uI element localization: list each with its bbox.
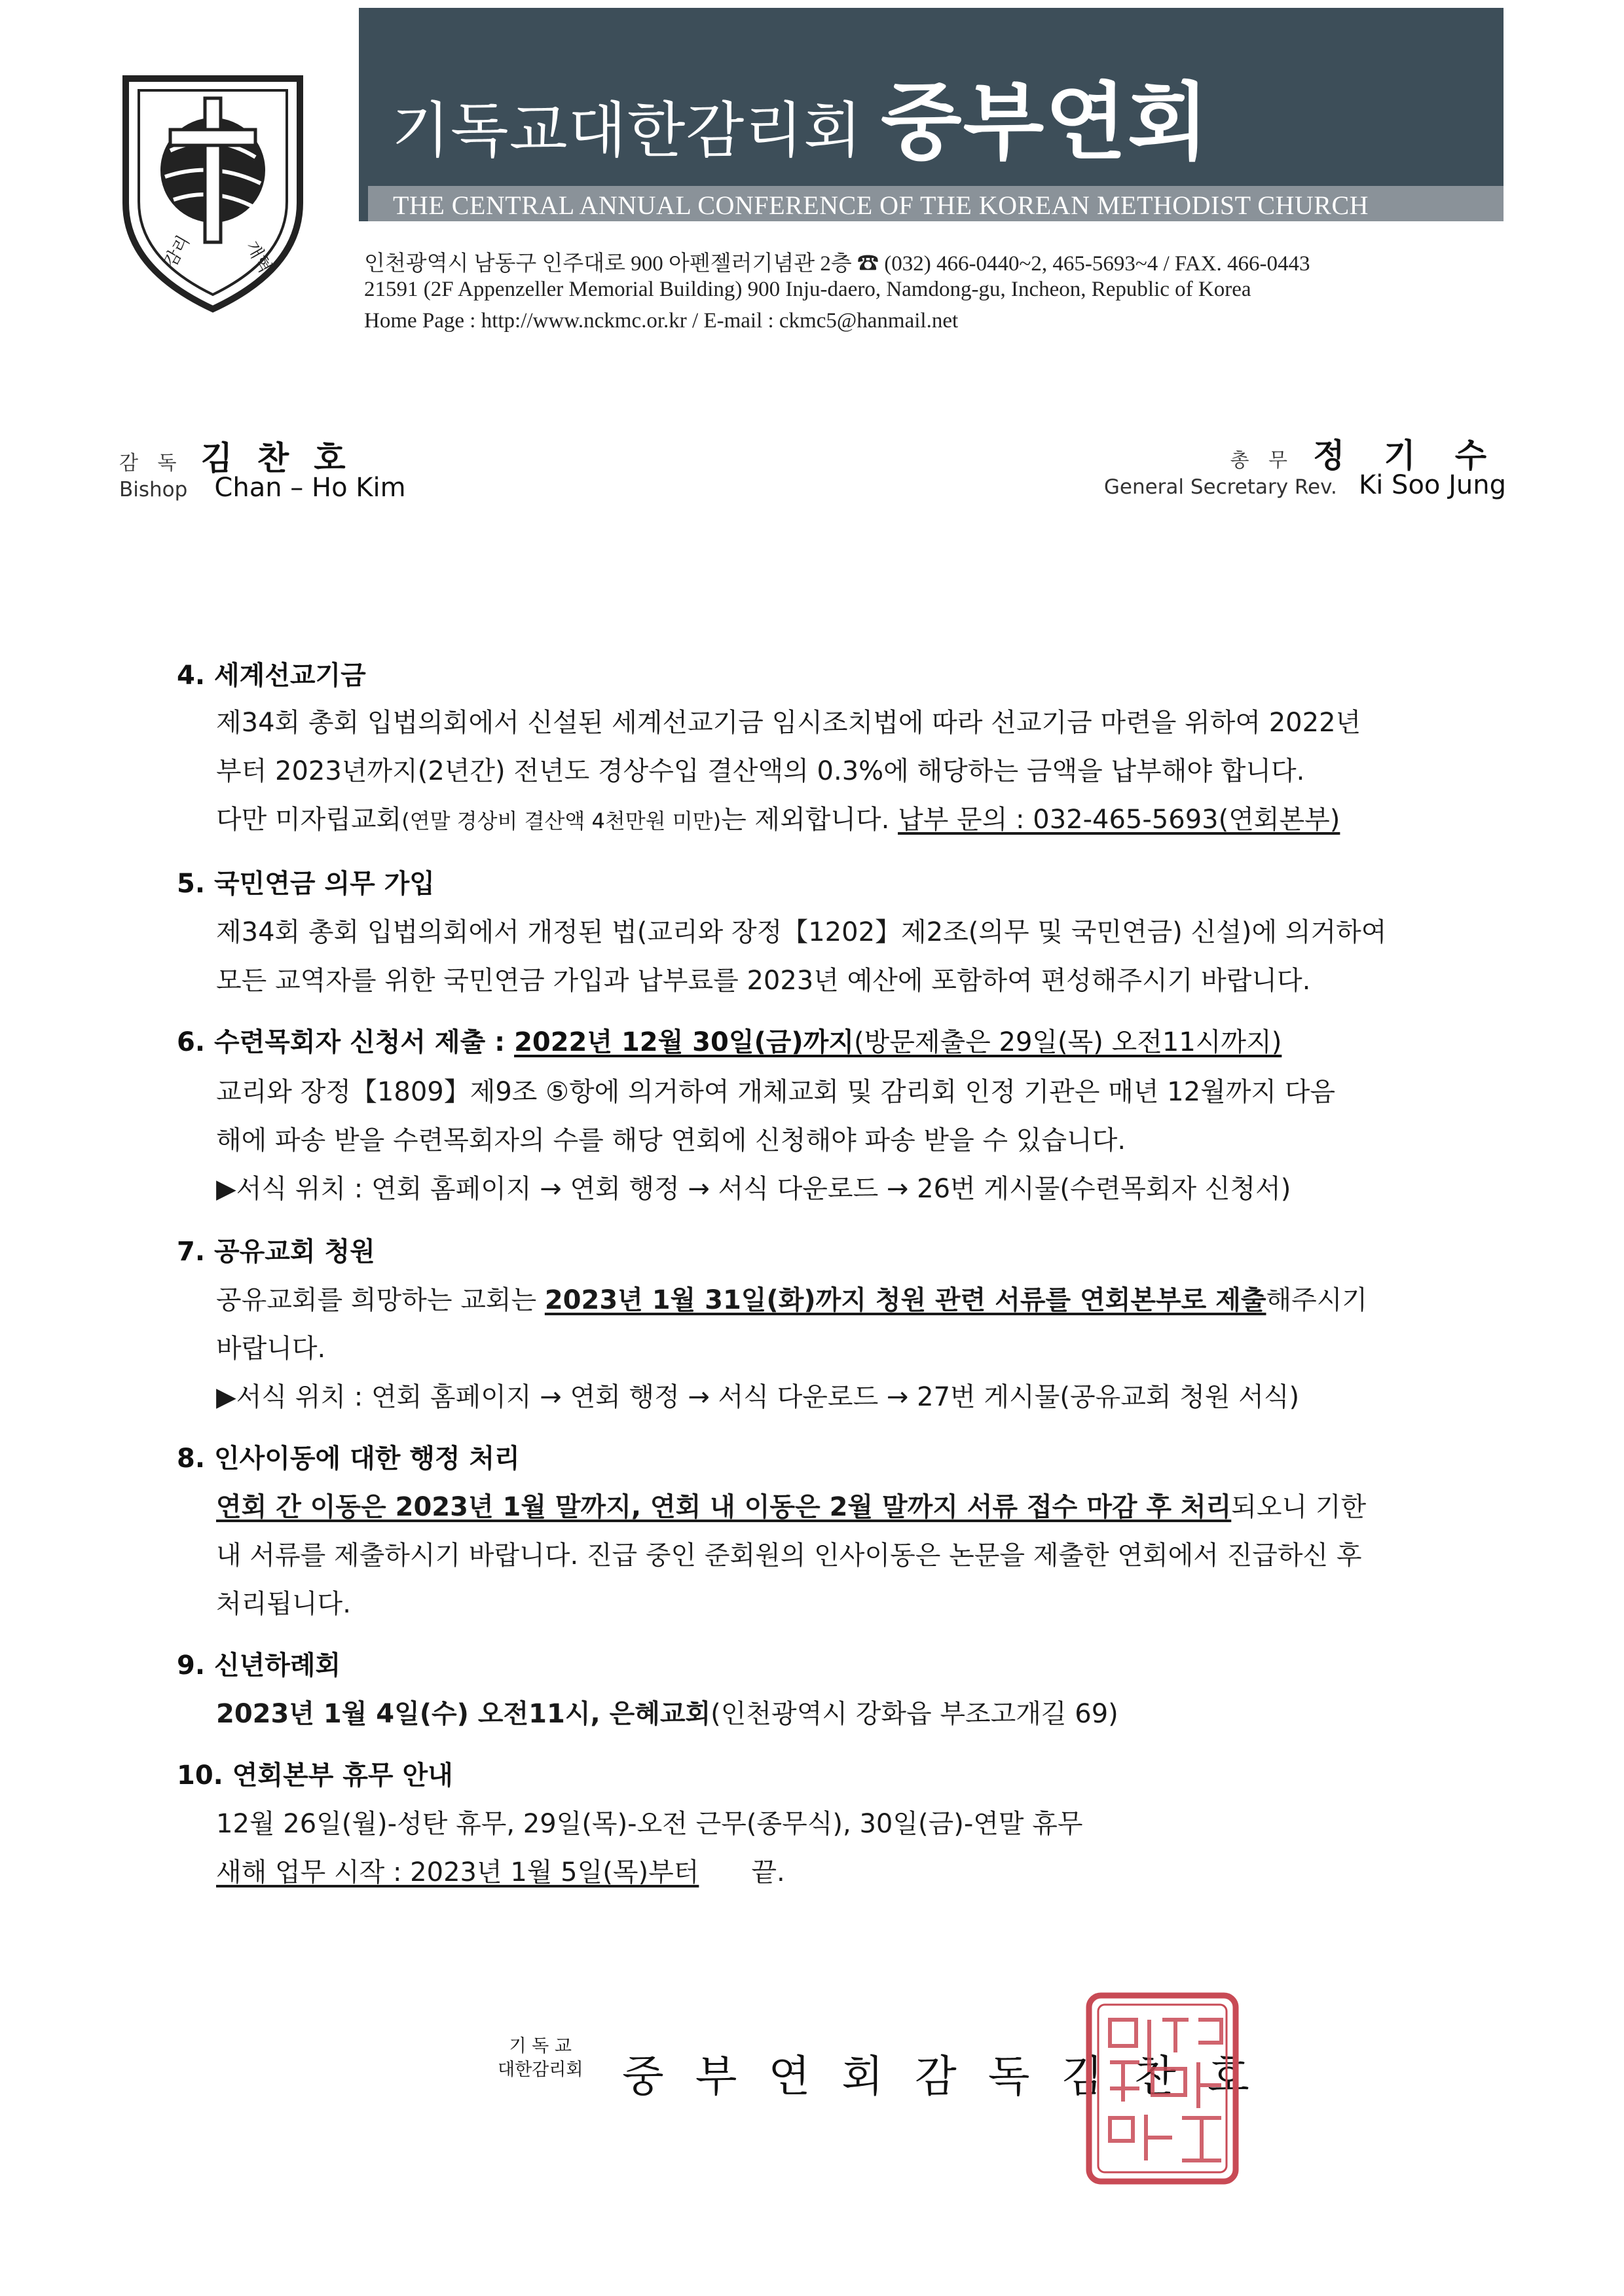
section-6-line-1: 교리와 장정【1809】제9조 ⑤항에 의거하여 개체교회 및 감리회 인정 기관은 매년 12월까지 다음 [216, 1077, 1335, 1107]
section-8-line-2: 내 서류를 제출하시기 바랍니다. 진급 중인 준회원의 인사이동은 논문을 제출한 연회에서 진급하신 후 [216, 1540, 1362, 1571]
section-7-form-location: ▶서식 위치 : 연회 홈페이지 → 연회 행정 → 서식 다운로드 → 27번 게시물(공유교회 청원 서식) [216, 1382, 1300, 1412]
s9-venue: (인천광역시 강화읍 부조고개길 69) [710, 1699, 1118, 1729]
section-8-line-1 [216, 1486, 1366, 1523]
s8-deadline: 연회 간 이동은 2023년 1월 말까지, 연회 내 이동은 2월 말까지 서류 접수 마감 후 처리 [216, 1492, 1232, 1522]
footer-church-label [498, 2035, 583, 2082]
secretary-role-en: General Secretary Rev. [1103, 475, 1337, 499]
section-6-form-location: ▶서식 위치 : 연회 홈페이지 → 연회 행정 → 서식 다운로드 → 26번 게시물(수련목회자 신청서) [216, 1174, 1291, 1204]
secretary-role: 총 무 [1230, 449, 1294, 472]
section-10-line-2 [216, 1851, 785, 1889]
contact-info: Home Page : http://www.nckmc.or.kr / E-mail : ckmc5@hanmail.net [364, 309, 959, 333]
bishop-role-en: Bishop [119, 478, 188, 501]
section-7-line-1 [216, 1279, 1367, 1317]
footer-small-l1: 기 독 교 [509, 2036, 572, 2056]
s7-deadline: 2023년 1월 31일(화)까지 청원 관련 서류를 연회본부로 제출 [544, 1285, 1266, 1315]
address-english: 21591 (2F Appenzeller Memorial Building) 900 Inju-daero, Namdong-gu, Incheon, Republic of Korea [364, 278, 1251, 301]
s6-title-text: 6. 수련목회자 신청서 제출 : [177, 1027, 515, 1057]
section-9-line-1 [216, 1693, 1118, 1730]
footer-signature: 중부연회감독김찬호 [622, 2051, 1281, 2102]
logo-text-left: 감리 [160, 232, 194, 271]
section-8-title: 8. 인사이동에 대한 행정 처리 [177, 1444, 520, 1474]
section-6-title [177, 1021, 1282, 1059]
s9-event-time: 2023년 1월 4일(수) 오전11시, 은혜교회 [216, 1699, 711, 1729]
bishop-name-ko: 김찬호 [200, 439, 371, 477]
conference-logo [118, 72, 308, 314]
s10-work-start: 새해 업무 시작 : 2023년 1월 5일(목)부터 [216, 1857, 699, 1887]
header-banner [359, 8, 1504, 221]
end-mark: 끝. [751, 1857, 785, 1887]
s7-l1-c: 해주시기 [1266, 1285, 1368, 1315]
secretary-name-ko: 정기수 [1313, 437, 1526, 475]
official-seal-icon [1084, 1990, 1241, 2187]
title-conference: 중부연회 [880, 74, 1210, 172]
title-church: 기독교대한감리회 [392, 96, 862, 166]
section-10-line-1: 12월 26일(월)-성탄 휴무, 29일(목)-오전 근무(종무식), 30일(금)-연말 휴무 [216, 1809, 1083, 1839]
section-6-line-2: 해에 파송 받을 수련목회자의 수를 해당 연회에 신청해야 파송 받을 수 있습니다. [216, 1125, 1126, 1156]
section-8-line-3: 처리됩니다. [216, 1589, 351, 1619]
section-4-line-1: 제34회 총회 입법의회에서 신설된 세계선교기금 임시조치법에 따라 선교기금 마련을 위하여 2022년 [216, 708, 1361, 738]
section-5-line-1: 제34회 총회 입법의회에서 개정된 법(교리와 장정【1202】제2조(의무 및 국민연금) 신설)에 의거하여 [216, 917, 1387, 947]
s6-visit-deadline: (방문제출은 29일(목) 오전11시까지) [853, 1027, 1282, 1057]
section-4-line-2: 부터 2023년까지(2년간) 전년도 경상수입 결산액의 0.3%에 해당하는 금액을 납부해야 합니다. [216, 756, 1305, 786]
title-english: THE CENTRAL ANNUAL CONFERENCE OF THE KOREAN METHODIST CHURCH [393, 191, 1369, 220]
s6-deadline: 2022년 12월 30일(금)까지 [514, 1027, 854, 1057]
s7-l1-a: 공유교회를 희망하는 교회는 [216, 1285, 545, 1315]
section-5-title: 5. 국민연금 의무 가입 [177, 869, 435, 899]
s4-l3-a: 다만 미자립교회 [216, 805, 402, 835]
s4-l3-c: 는 제외합니다. [721, 805, 898, 835]
secretary-name-en: Ki Soo Jung [1359, 470, 1506, 500]
section-7-title: 7. 공유교회 청원 [177, 1237, 375, 1267]
banner-strip [368, 186, 1504, 221]
logo-text-right: 개혁 [241, 238, 276, 277]
section-9-title: 9. 신년하례회 [177, 1650, 341, 1681]
section-7-line-2: 바랍니다. [216, 1334, 326, 1364]
section-10-title: 10. 연회본부 휴무 안내 [177, 1760, 453, 1791]
s8-l1-b: 되오니 기한 [1231, 1492, 1367, 1522]
section-4-title: 4. 세계선교기금 [177, 661, 366, 691]
bishop-block-en [119, 473, 406, 503]
s4-l3-b: (연말 경상비 결산액 4천만원 미만) [401, 809, 722, 833]
footer-small-l2: 대한감리회 [498, 2060, 583, 2080]
secretary-block-en [1104, 470, 1506, 500]
section-4-line-3 [216, 799, 1340, 836]
banner-title [392, 55, 1210, 175]
bishop-name-en: Chan – Ho Kim [214, 473, 406, 503]
s4-inquiry-contact: 납부 문의 : 032-465-5693(연회본부) [898, 805, 1340, 835]
address-korean: 인천광역시 남동구 인주대로 900 아펜젤러기념관 2층 ☎ (032) 466-0440~2, 465-5693~4 / FAX. 466-0443 [364, 252, 1310, 276]
bishop-role: 감 독 [119, 452, 183, 475]
section-5-line-2: 모든 교역자를 위한 국민연금 가입과 납부료를 2023년 예산에 포함하여 편성해주시기 바랍니다. [216, 966, 1311, 996]
